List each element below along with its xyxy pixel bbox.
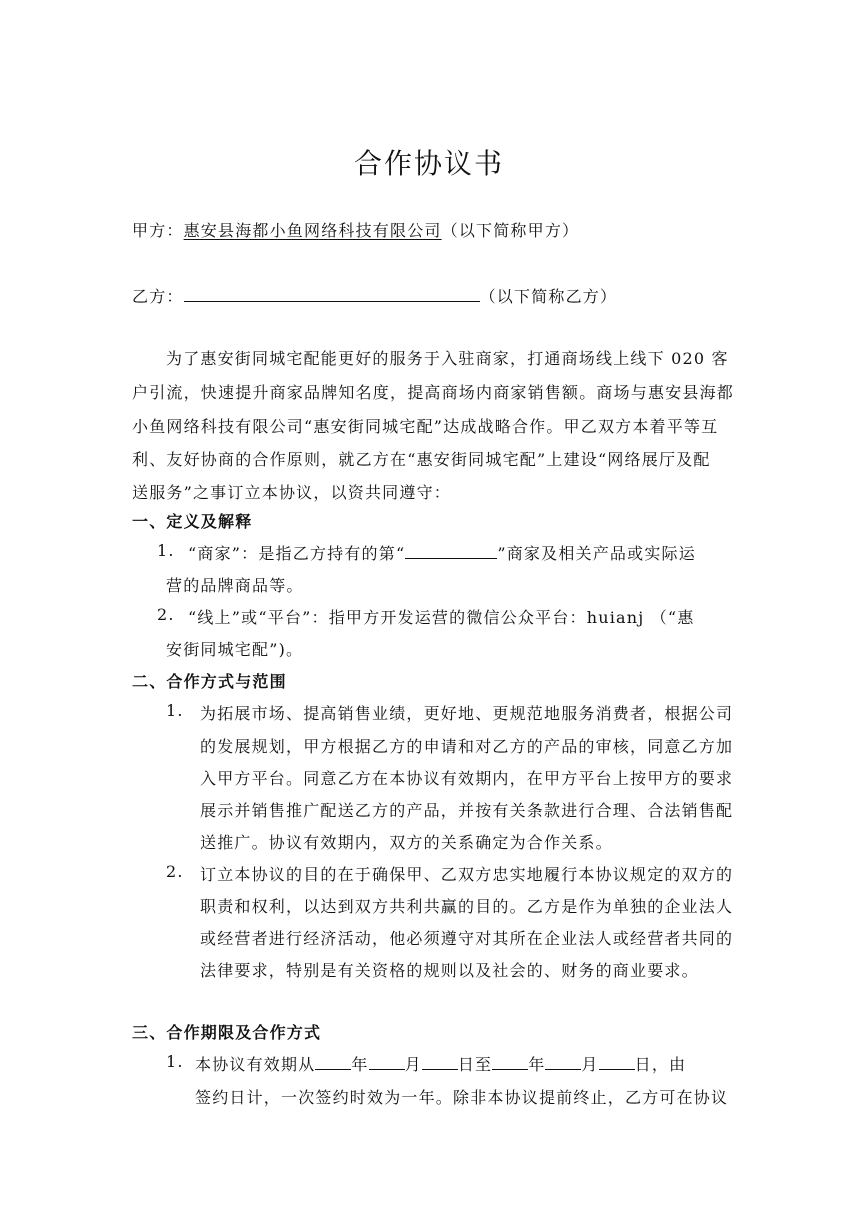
party-b-note: （以下简称乙方） <box>479 287 618 306</box>
clause-text: 日，由 <box>634 1055 687 1074</box>
clause-text: 月 <box>581 1055 599 1074</box>
list-number: 2. <box>166 862 184 881</box>
list-item-line: 入甲方平台。同意乙方在本协议有效期内，在甲方平台上按甲方的要求 <box>200 769 734 788</box>
party-a-note: （以下简称甲方） <box>441 221 580 240</box>
list-number: 2. <box>157 605 175 624</box>
clause-text: 月 <box>404 1055 422 1074</box>
list-item-line: 签约日计，一次签约时效为一年。除非本协议提前终止，乙方可在协议 <box>195 1088 729 1107</box>
list-item-line: 职责和权利，以达到双方共利共赢的目的。乙方是作为单独的企业法人 <box>200 897 734 916</box>
list-item-line: 的发展规划，甲方根据乙方的申请和对乙方的产品的审核，同意乙方加 <box>200 737 734 756</box>
list-number: 1. <box>166 1052 184 1071</box>
intro-line: 为了惠安街同城宅配能更好的服务于入驻商家，打通商场线上线下 020 客 <box>166 349 729 368</box>
list-item-line: 为拓展市场、提高销售业绩，更好地、更规范地服务消费者，根据公司 <box>200 704 734 723</box>
section-heading: 三、合作期限及合作方式 <box>132 1023 322 1042</box>
list-item-line <box>195 1052 686 1075</box>
clause-text: 日至 <box>457 1055 493 1074</box>
start-day-blank <box>422 1068 458 1070</box>
merchant-name-blank <box>405 557 497 559</box>
clause-text: 年 <box>351 1055 369 1074</box>
clause-text: ”商家及相关产品或实际运 <box>497 544 696 563</box>
list-number: 1. <box>157 541 175 560</box>
intro-line: 小鱼网络科技有限公司“惠安街同城宅配”达成战略合作。甲乙双方本着平等互 <box>132 417 719 436</box>
document-title: 合作协议书 <box>354 147 505 180</box>
list-item-line: 送推广。协议有效期内，双方的关系确定为合作关系。 <box>200 833 613 852</box>
section-heading: 二、合作方式与范围 <box>132 672 287 691</box>
intro-line: 送服务”之事订立本协议，以资共同遵守： <box>132 483 451 502</box>
list-item-line: 或经营者进行经济活动，他必须遵守对其所在企业法人或经营者共同的 <box>200 929 734 948</box>
party-a-line <box>132 218 579 241</box>
end-month-blank <box>545 1068 581 1070</box>
party-a-label: 甲方： <box>132 221 184 240</box>
list-item-line: 营的品牌商品等。 <box>166 576 304 595</box>
party-b-name-blank <box>184 300 480 302</box>
list-item-line: 展示并销售推广配送乙方的产品，并按有关条款进行合理、合法销售配 <box>200 801 734 820</box>
party-b-label: 乙方： <box>132 287 184 306</box>
end-day-blank <box>599 1068 635 1070</box>
end-year-blank <box>492 1068 528 1070</box>
list-item-line: 法律要求，特别是有关资格的规则以及社会的、财务的商业要求。 <box>200 961 699 980</box>
intro-line: 户引流，快速提升商家品牌知名度，提高商场内商家销售额。商场与惠安县海都 <box>132 383 735 402</box>
list-item-line: 订立本协议的目的在于确保甲、乙双方忠实地履行本协议规定的双方的 <box>200 865 734 884</box>
party-a-name: 惠安县海都小鱼网络科技有限公司 <box>183 221 442 240</box>
clause-text: 年 <box>528 1055 546 1074</box>
list-item-line <box>188 541 696 564</box>
list-item-line: “线上”或“平台”：指甲方开发运营的微信公众平台：huianj （“惠 <box>188 608 695 627</box>
clause-text: 本协议有效期从 <box>195 1055 316 1074</box>
list-item-line: 安街同城宅配”)。 <box>166 640 304 659</box>
start-month-blank <box>369 1068 405 1070</box>
intro-line: 利、友好协商的合作原则，就乙方在“惠安街同城宅配”上建设“网络展厅及配 <box>132 450 711 469</box>
start-year-blank <box>315 1068 351 1070</box>
section-heading: 一、定义及解释 <box>132 512 253 531</box>
party-b-line <box>132 284 617 307</box>
list-number: 1. <box>166 701 184 720</box>
clause-text: “商家”：是指乙方持有的第“ <box>188 544 406 563</box>
